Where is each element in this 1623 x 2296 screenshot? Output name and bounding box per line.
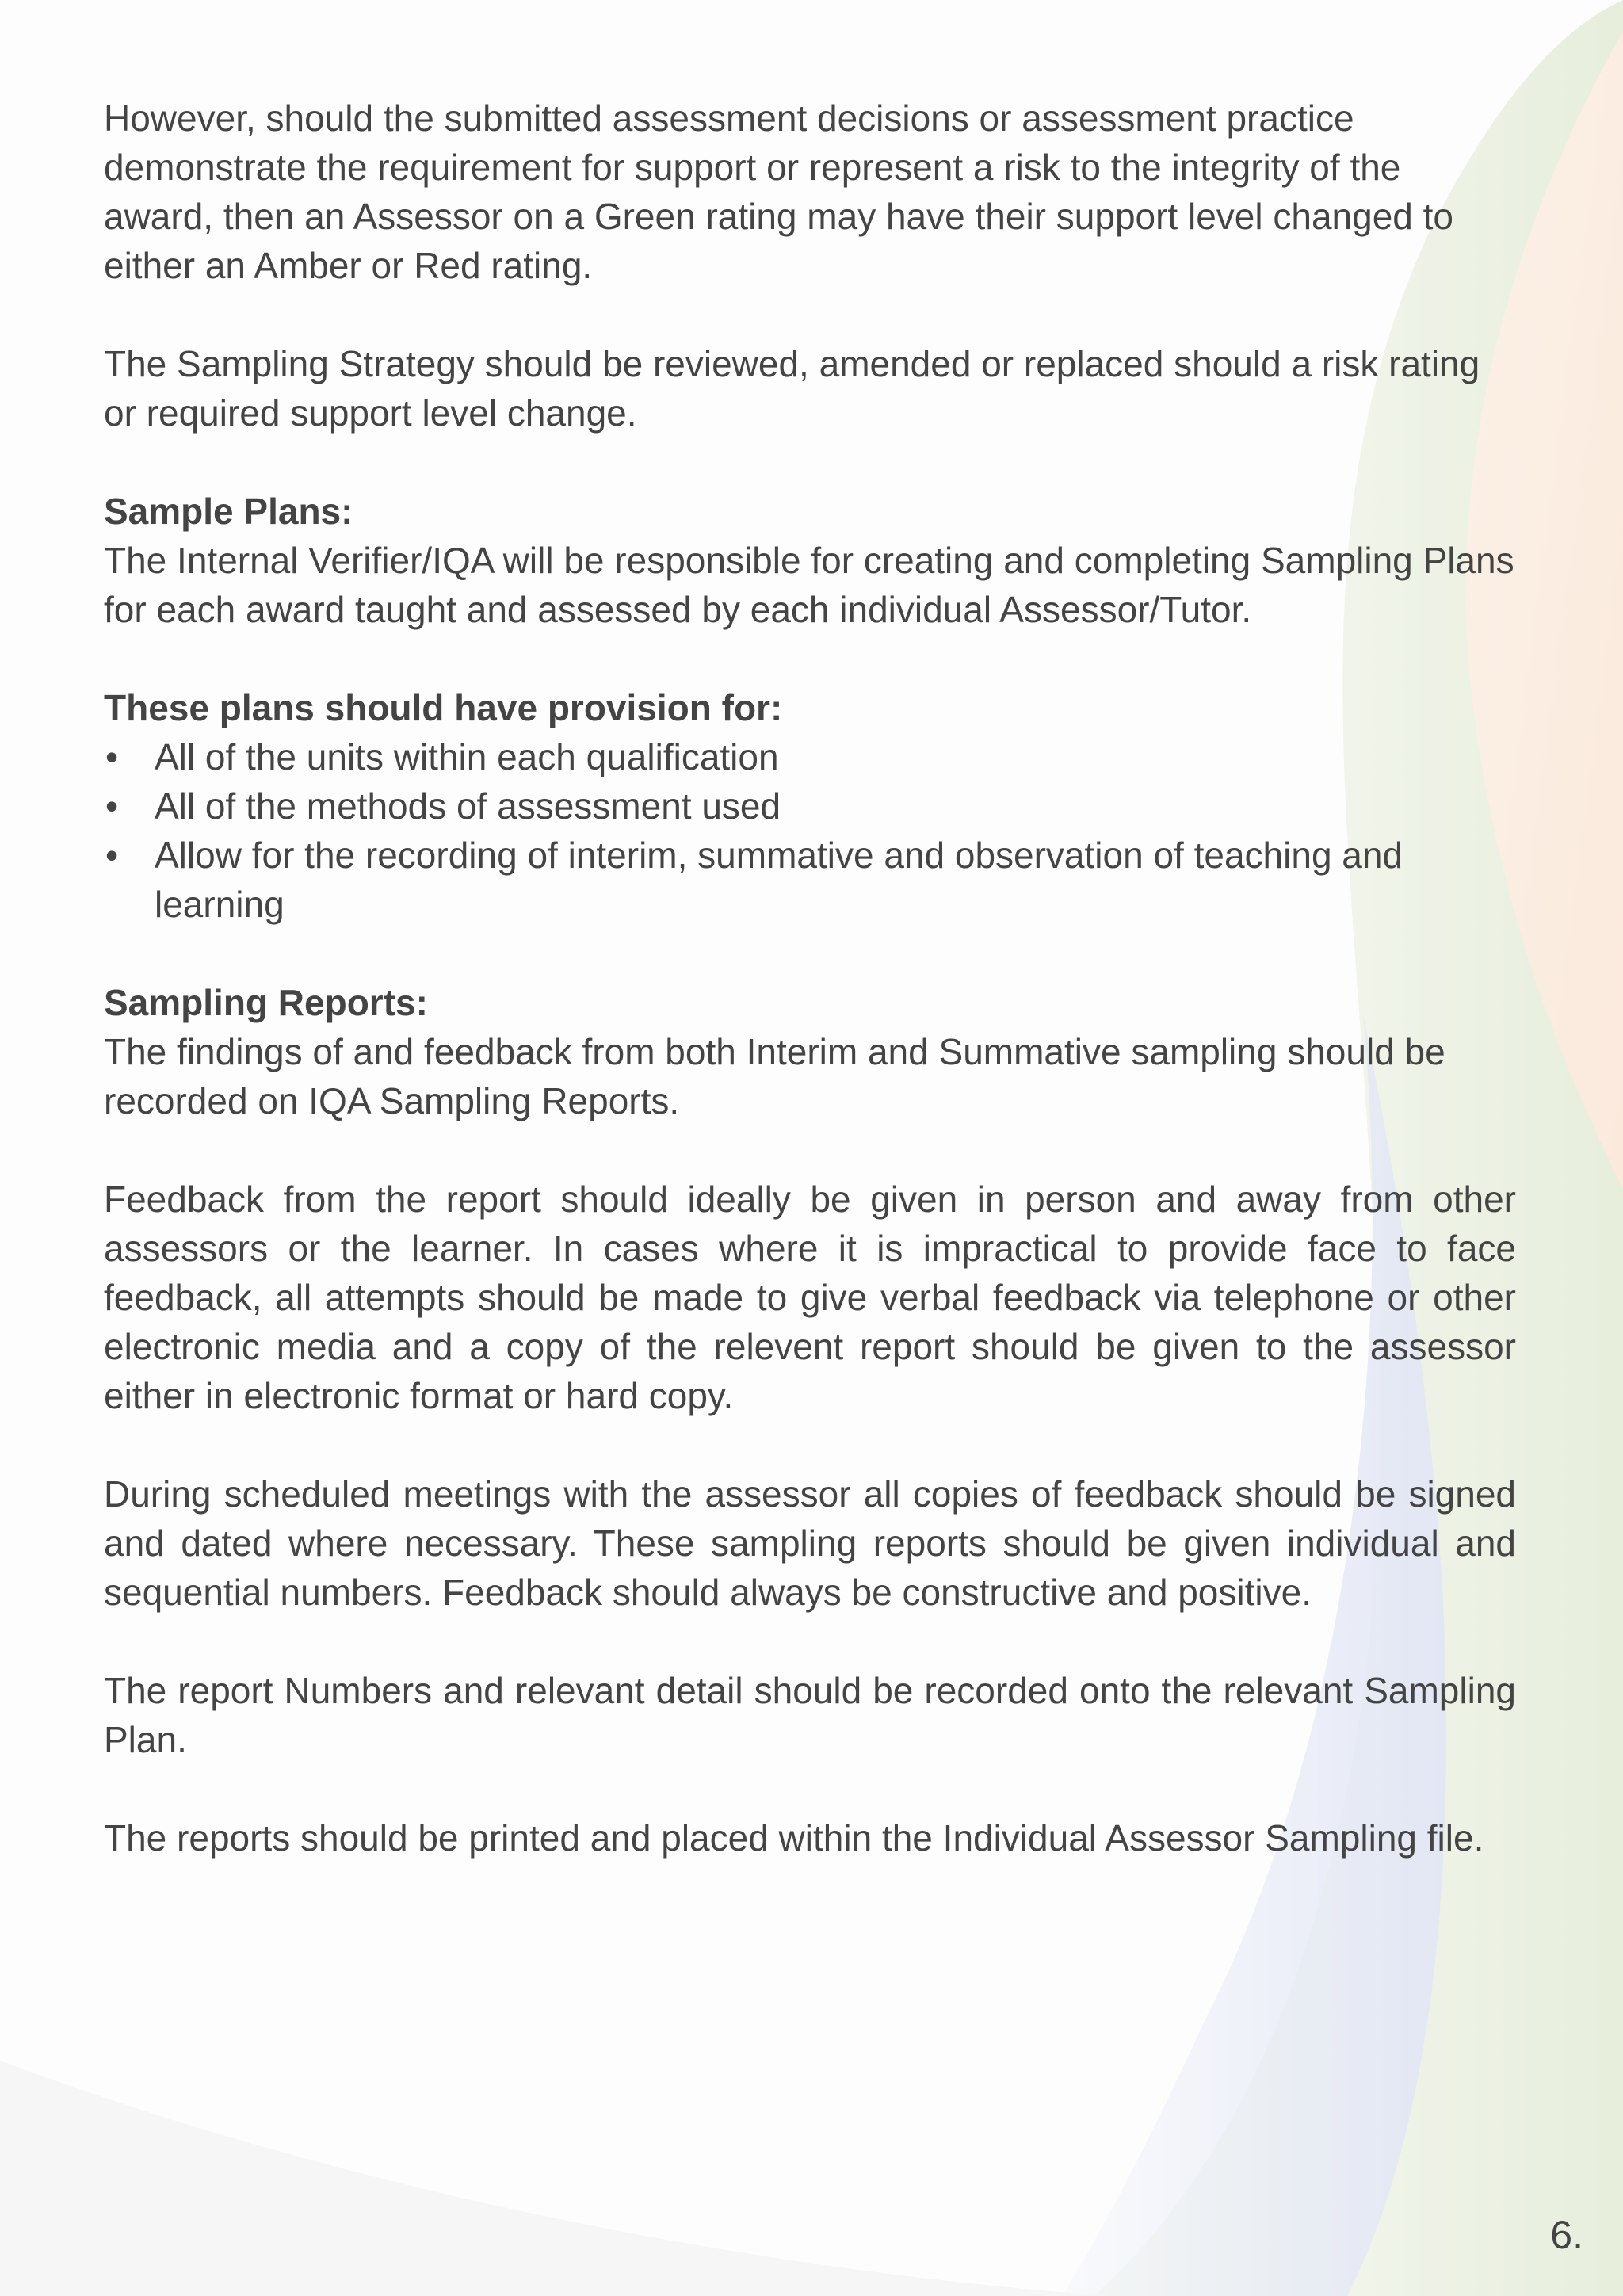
meetings-paragraph: During scheduled meetings with the assessor all copies of feedback should be signed and dated where necessary. These sampling reports should be given individual and sequential numbers. Feedback should always be constructive and positive.	[104, 1473, 1516, 1613]
bullet-icon: •	[105, 835, 119, 876]
reports-printed-paragraph: The reports should be printed and placed within the Individual Assessor Sampling file.	[104, 1817, 1484, 1859]
sampling-reports-heading: Sampling Reports:	[104, 982, 428, 1023]
intro-paragraph: However, should the submitted assessment decisions or assessment practice demonstrate the requirement for support or represent a risk to the integrity of the award, then an Assessor on a Green rating may have their support level changed to either an Amber or Red rating.	[104, 97, 1454, 286]
document-body	[104, 94, 1516, 1862]
strategy-paragraph: The Sampling Strategy should be reviewed, amended or replaced should a risk rating or required support level change.	[104, 343, 1480, 434]
bullet-icon: •	[105, 785, 119, 827]
sample-plans-heading: Sample Plans:	[104, 491, 353, 532]
list-item: • Allow for the recording of interim, summative and observation of teaching and learning	[104, 831, 1516, 929]
grey-wave-shape	[0, 2061, 1109, 2296]
list-item: • All of the methods of assessment used	[104, 781, 1516, 831]
provision-heading: These plans should have provision for:	[104, 687, 783, 728]
sampling-reports-body: The findings of and feedback from both Interim and Summative sampling should be recorded on IQA Sampling Reports.	[104, 1031, 1445, 1121]
bullet-icon: •	[105, 736, 119, 777]
sample-plans-body: The Internal Verifier/IQA will be responsible for creating and completing Sampling Plans for each award taught and assessed by each individual Assessor/Tutor.	[104, 540, 1514, 630]
feedback-paragraph: Feedback from the report should ideally be given in person and away from other assessors or the learner. In cases where it is impractical to provide face to face feedback, all attempts should be made to give verbal feedback via telephone or other electronic media and a copy of the relevent report should be given to the assessor either in electronic format or hard copy.	[104, 1179, 1516, 1416]
page-number: 6.	[1550, 2213, 1583, 2257]
provision-list	[104, 732, 1516, 929]
list-item: • All of the units within each qualification	[104, 732, 1516, 781]
report-numbers-paragraph: The report Numbers and relevant detail should be recorded onto the relevant Sampling Plan.	[104, 1670, 1516, 1760]
